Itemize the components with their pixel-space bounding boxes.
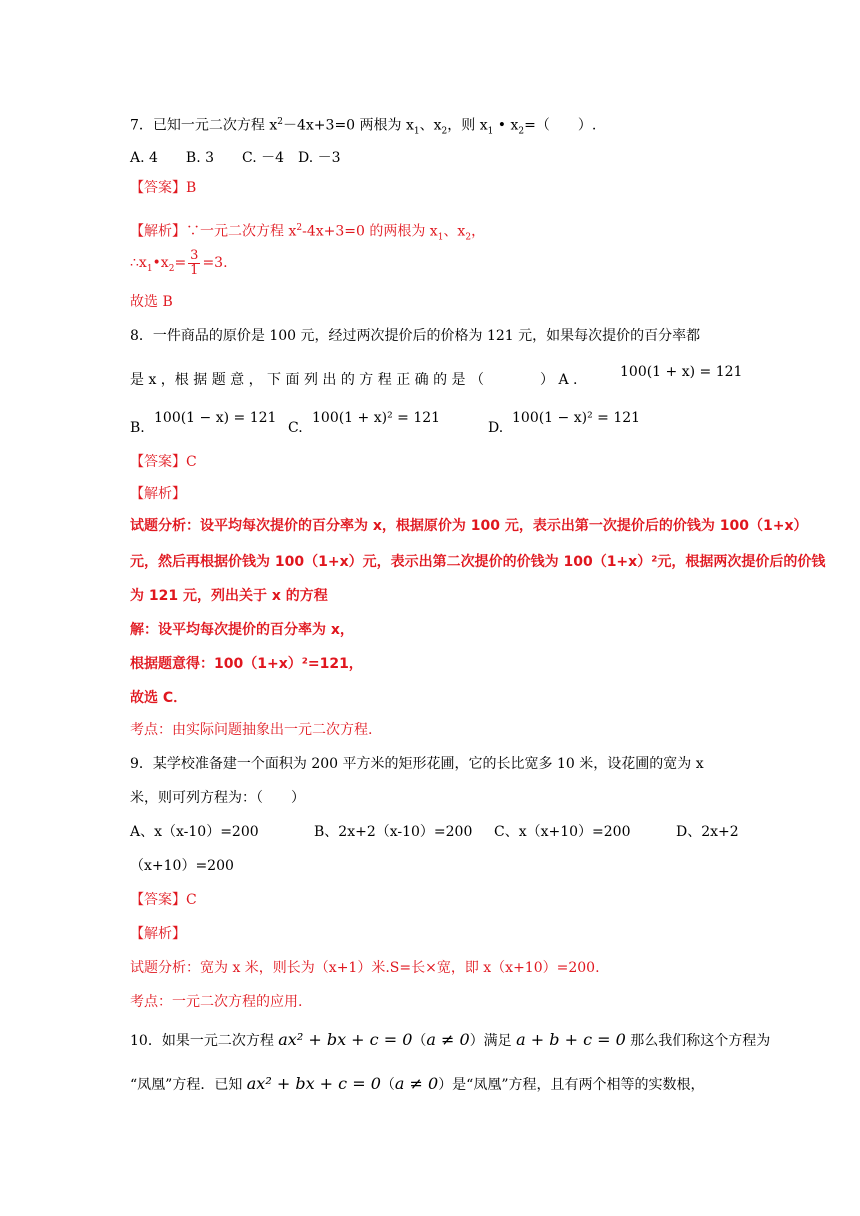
- q8-option-c: 100(1 + x)² = 121: [312, 410, 441, 426]
- q9-option-c: C、x（x+10）=200: [494, 824, 631, 840]
- q9-option-d: D、2x+2: [676, 824, 739, 840]
- q8-option-d: 100(1 − x)² = 121: [512, 410, 641, 426]
- q9-analysis-label: 【解析】: [130, 926, 186, 942]
- q8-option-c-label: C.: [288, 420, 303, 436]
- q8-stem-line2: 是 x ，根 据 题 意 ， 下 面 列 出 的 方 程 正 确 的 是 （ ） A .: [130, 372, 578, 388]
- q7-stem: 7．已知一元二次方程 $x^2-4x+3=0$ 两根为 $x_1$、$x_2$，则 $x_1$ • $x_2=$（ ）.: [130, 117, 597, 137]
- q8-answer: 【答案】C: [130, 454, 197, 470]
- q8-option-b-label: B.: [130, 420, 145, 436]
- q8-option-a: 100(1 + x) = 121: [620, 364, 743, 380]
- q9-analysis-1: 试题分析：宽为 x 米，则长为（x+1）米.S=长×宽，即 x（x+10）=200.: [130, 960, 600, 976]
- q10-line2: “凤凰”方程．已知 ax² + bx + c = 0（a ≠ 0）是“凤凰”方程，且有两个相等的实数根，: [130, 1074, 705, 1093]
- q8-analysis-6: 故选 C．: [130, 690, 188, 706]
- q9-stem-line2: 米，则可列方程为：（ ）: [130, 790, 305, 806]
- q8-option-b: 100(1 − x) = 121: [154, 410, 277, 426]
- fraction: $\frac{3}{1}$: [190, 247, 199, 278]
- q9-stem-line1: 9．某学校准备建一个面积为 200 平方米的矩形花圃，它的长比宽多 10 米，设花圃的宽为 x: [130, 756, 704, 772]
- q9-option-b: B、2x+2（x-10）=200: [314, 824, 473, 840]
- q7-analysis: 【解析】∵一元二次方程 $x^2-4x+3=0$ 的两根为 $x_1$、$x_2$，: [130, 223, 486, 243]
- q10-line1: 10．如果一元二次方程 ax² + bx + c = 0（a ≠ 0）满足 a + b + c = 0 那么我们称这个方程为: [130, 1030, 771, 1049]
- q7-choose: 故选 B: [130, 294, 173, 310]
- q8-analysis-3: 为 121 元，列出关于 x 的方程: [130, 588, 328, 604]
- q8-point: 考点：由实际问题抽象出一元二次方程.: [130, 722, 373, 738]
- q7-therefore: $\therefore x_1•x_2=$ $\frac{3}{1}$ =3.: [130, 247, 228, 278]
- q8-analysis-2: 元，然后再根据价钱为 100（1+x）元，表示出第二次提价的价钱为 100（1+x）²元，根据两次提价后的价钱: [130, 554, 826, 570]
- q9-option-d-cont: （x+10）=200: [130, 858, 234, 874]
- q8-analysis-label: 【解析】: [130, 486, 186, 502]
- q8-analysis-1: 试题分析：设平均每次提价的百分率为 x，根据原价为 100 元，表示出第一次提价后的价钱为 100（1+x）: [130, 518, 808, 534]
- q8-stem-line1: 8．一件商品的原价是 100 元，经过两次提价后的价格为 121 元，如果每次提价的百分率都: [130, 328, 701, 344]
- q7-options: A. 4 B. 3 C. －4 D. －3: [130, 150, 341, 166]
- q9-point: 考点：一元二次方程的应用.: [130, 994, 303, 1010]
- q7-answer: 【答案】B: [130, 180, 197, 196]
- q9-answer: 【答案】C: [130, 892, 197, 908]
- q8-analysis-4: 解：设平均每次提价的百分率为 x，: [130, 622, 354, 638]
- q9-option-a: A、x（x-10）=200: [130, 824, 259, 840]
- q8-analysis-5: 根据题意得：100（1+x）²=121，: [130, 656, 363, 672]
- q8-option-d-label: D.: [488, 420, 504, 436]
